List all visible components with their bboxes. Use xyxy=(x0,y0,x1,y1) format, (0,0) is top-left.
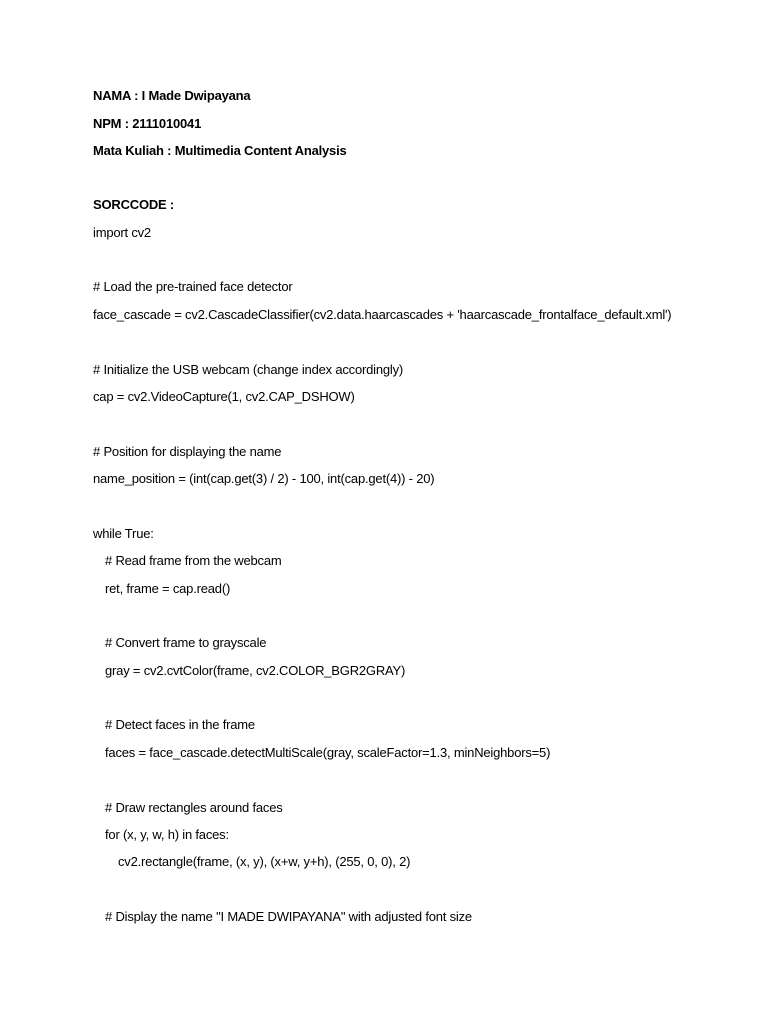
code-comment: # Detect faces in the frame xyxy=(105,717,255,732)
code-line: name_position = (int(cap.get(3) / 2) - 100, int(cap.get(4)) - 20) xyxy=(93,471,435,486)
code-line: ret, frame = cap.read() xyxy=(105,581,231,596)
code-comment: # Display the name "I MADE DWIPAYANA" with adjusted font size xyxy=(105,909,472,924)
student-name: NAMA : I Made Dwipayana xyxy=(93,88,251,103)
code-line: faces = face_cascade.detectMultiScale(gray, scaleFactor=1.3, minNeighbors=5) xyxy=(105,745,551,760)
source-code-heading: SORCCODE : xyxy=(93,197,175,212)
code-comment: # Load the pre-trained face detector xyxy=(93,279,293,294)
code-line: gray = cv2.cvtColor(frame, cv2.COLOR_BGR2GRAY) xyxy=(105,663,406,678)
code-comment: # Draw rectangles around faces xyxy=(105,800,283,815)
code-comment: # Position for displaying the name xyxy=(93,444,282,459)
code-line: face_cascade = cv2.CascadeClassifier(cv2.data.haarcascades + 'haarcascade_frontalface_default.xml') xyxy=(93,307,672,322)
code-comment: # Read frame from the webcam xyxy=(105,553,282,568)
code-comment: # Convert frame to grayscale xyxy=(105,635,267,650)
code-comment: # Initialize the USB webcam (change index accordingly) xyxy=(93,362,404,377)
code-line: for (x, y, w, h) in faces: xyxy=(105,827,229,842)
code-line: cap = cv2.VideoCapture(1, cv2.CAP_DSHOW) xyxy=(93,389,355,404)
student-npm: NPM : 2111010041 xyxy=(93,116,202,131)
code-line: cv2.rectangle(frame, (x, y), (x+w, y+h), (255, 0, 0), 2) xyxy=(118,854,411,869)
code-line: import cv2 xyxy=(93,225,151,240)
code-line: while True: xyxy=(93,526,154,541)
course-name: Mata Kuliah : Multimedia Content Analysis xyxy=(93,143,347,158)
